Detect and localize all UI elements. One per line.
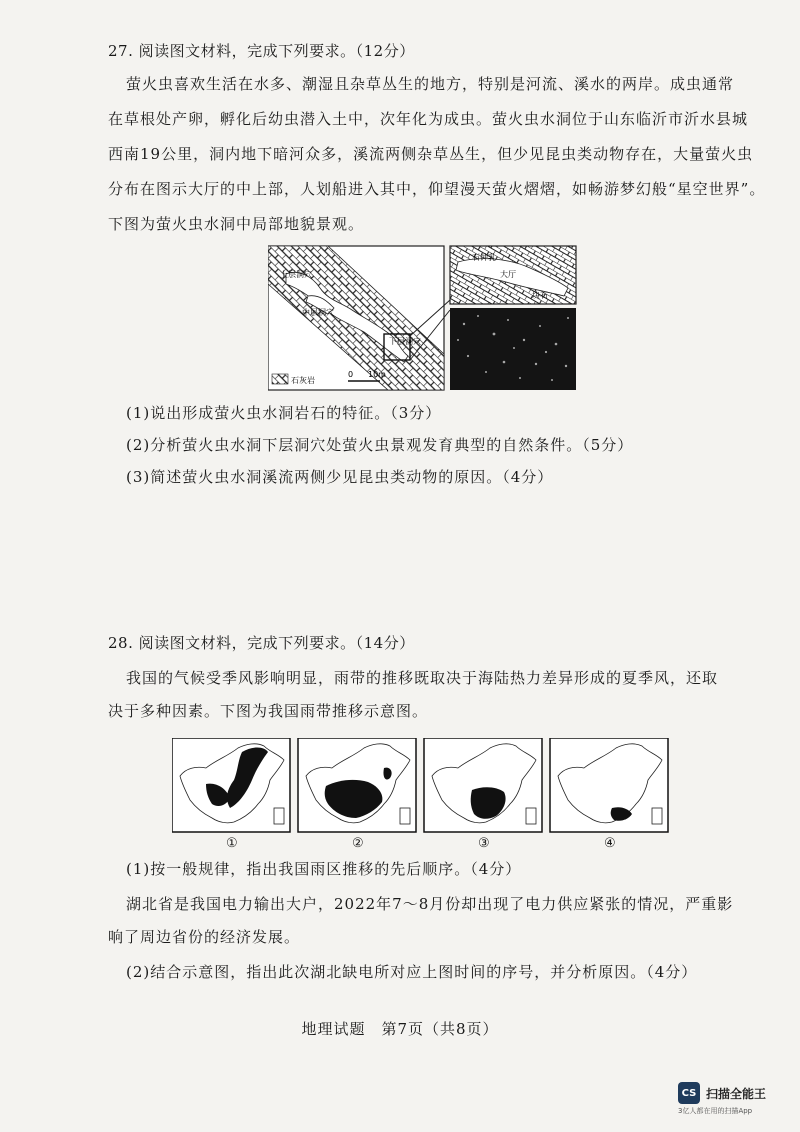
q27-line-2: 在草根处产卵，孵化后幼虫潜入土中，次年化为成虫。萤火虫水洞位于山东临沂市沂水县城 (108, 110, 749, 128)
q28-line-1: 我国的气候受季风影响明显，雨带的推移既取决于海陆热力差异形成的夏季风，还取 (126, 669, 719, 687)
legend-limestone: 石灰岩 (291, 376, 315, 385)
q28-title: 28. 阅读图文材料，完成下列要求。（14分） (108, 634, 415, 652)
scale-zero: 0 (348, 370, 354, 379)
q28-line-4: 响了周边省份的经济发展。 (108, 928, 301, 946)
q27-title: 27. 阅读图文材料，完成下列要求。（12分） (108, 42, 415, 60)
map-4 (550, 738, 668, 832)
rainbelt-maps (172, 738, 672, 851)
label-middle-cave: 中层洞穴 (302, 308, 334, 317)
scanner-name: 扫描全能王 (706, 1086, 767, 1101)
map-number-3: ③ (478, 836, 490, 851)
scanner-tagline: 3亿人都在用的扫描App (678, 1107, 753, 1115)
cs-logo-icon: CS (678, 1082, 700, 1104)
map-2 (298, 738, 416, 832)
map-number-1: ① (226, 836, 238, 851)
q27-question-3: (3)简述萤火虫水洞溪流两侧少见昆虫类动物的原因。（4分） (126, 468, 554, 486)
q27-line-1: 萤火虫喜欢生活在水多、潮湿且杂草丛生的地方，特别是河流、溪水的两岸。成虫通常 (126, 75, 735, 93)
rainbelt-diagram (172, 738, 672, 838)
q27-line-5: 下图为萤火虫水洞中局部地貌景观。 (108, 215, 365, 233)
page-footer: 地理试题 第7页（共8页） (301, 1020, 499, 1038)
label-boulder: 块石 (532, 291, 548, 300)
q27-line-3: 西南19公里，洞内地下暗河众多，溪流两侧杂草丛生，但少见昆虫类动物存在，大量萤火虫 (108, 145, 754, 163)
label-hall: 大厅 (500, 270, 516, 279)
q28-line-3: 湖北省是我国电力输出大户，2022年7～8月份却出现了电力供应紧张的情况，严重影 (126, 895, 734, 913)
scale-10m: 10m (368, 370, 386, 379)
label-upper-cave: 上层洞穴 (280, 270, 312, 279)
cave-diagram (268, 244, 578, 392)
q27-question-2: (2)分析萤火虫水洞下层洞穴处萤火虫景观发育典型的自然条件。（5分） (126, 436, 634, 454)
label-stalactite: 石钟乳 (472, 253, 496, 262)
q27-question-1: (1)说出形成萤火虫水洞岩石的特征。（3分） (126, 404, 442, 422)
q28-question-1: (1)按一般规律，指出我国雨区推移的先后顺序。（4分） (126, 860, 522, 878)
map-number-2: ② (352, 836, 364, 851)
q27-line-4: 分布在图示大厅的中上部，人划船进入其中，仰望漫天萤火熠熠，如畅游梦幻般“星空世界”。 (108, 180, 766, 198)
legend-swatch-icon (272, 374, 288, 384)
q28-question-2: (2)结合示意图，指出此次湖北缺电所对应上图时间的序号，并分析原因。（4分） (126, 963, 698, 981)
q28-line-2: 决于多种因素。下图为我国雨带推移示意图。 (108, 702, 429, 720)
cave-figure (268, 244, 578, 396)
map-3 (424, 738, 542, 832)
label-lower-cave: 下层洞穴 (389, 337, 421, 346)
glowworm-photo (450, 308, 576, 390)
map-number-4: ④ (604, 836, 616, 851)
scanner-badge (678, 1082, 766, 1104)
map-1 (172, 738, 290, 832)
